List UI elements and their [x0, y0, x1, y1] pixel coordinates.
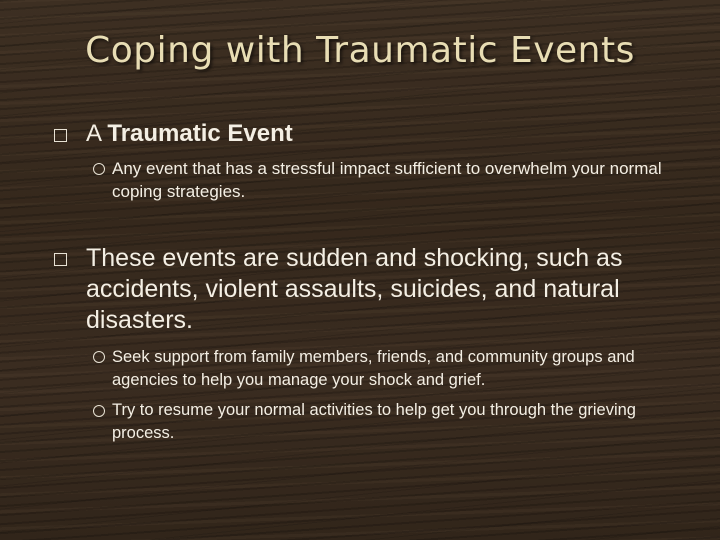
circle-bullet-icon: [93, 163, 105, 175]
subbullet-seek-support: Seek support from family members, friends, and community groups and agencies to help you manage your shock and grief.: [112, 348, 635, 389]
circle-bullet-icon: [93, 351, 105, 363]
bullet-prefix: A: [86, 120, 108, 147]
square-bullet-icon: [54, 253, 67, 266]
slide-title: Coping with Traumatic Events: [85, 30, 635, 71]
bullet-events-description: These events are sudden and shocking, such as accidents, violent assaults, suicides, and natural disasters.: [86, 244, 623, 334]
circle-bullet-icon: [93, 405, 105, 417]
bullet-traumatic-event: [86, 118, 696, 150]
square-bullet-icon: [54, 129, 67, 142]
subbullet-resume-activities: Try to resume your normal activities to help get you through the grieving process.: [112, 401, 636, 442]
bullet-bold-term: Traumatic Event: [107, 120, 293, 147]
subbullet-definition: Any event that has a stressful impact sufficient to overwhelm your normal coping strategies.: [112, 159, 662, 201]
